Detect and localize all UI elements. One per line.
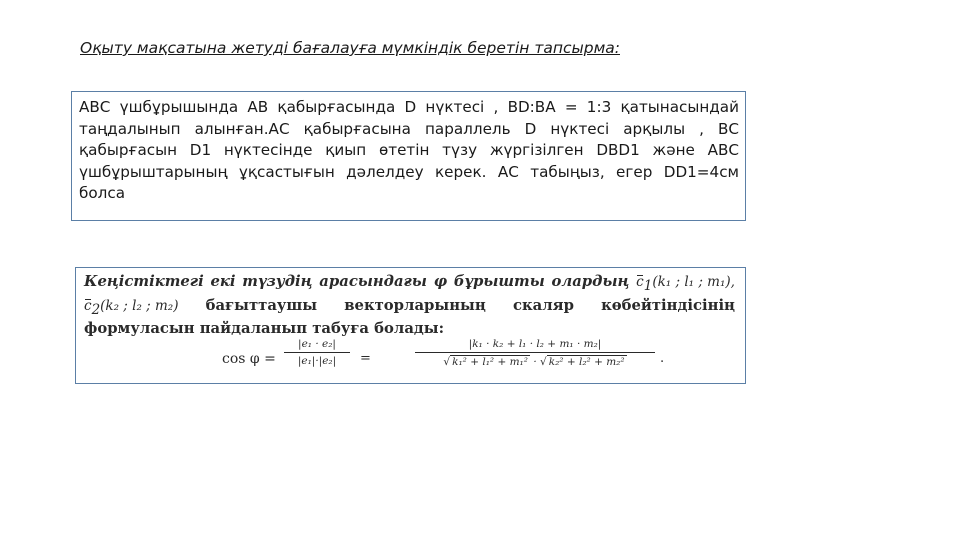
fraction-vectors-denominator: |e₁|·|e₂| [297, 355, 337, 367]
formula-word: олардың [551, 273, 630, 290]
vector-c1-coords: (k₁ ; l₁ ; m₁), [652, 274, 735, 290]
formula-word: бұрышты [453, 273, 545, 290]
formula-period: . [660, 351, 665, 366]
vector-c2: $c_2(k_2$ ; l₂ ; m₂) [84, 298, 179, 318]
formula-word: φ [433, 273, 448, 290]
formula-line-3: формуласын пайдаланып табуға болады: [84, 320, 445, 337]
formula-word: түзудің [242, 273, 313, 290]
fraction-vectors-numerator: |e₁ · e₂| [298, 338, 336, 350]
formula-word: екі [210, 273, 236, 290]
formula-line-2 [84, 297, 735, 318]
vector-c1: $c_1(k_1$ ; l₁ ; m₁), [636, 274, 735, 294]
fraction-vectors [284, 338, 350, 367]
cosine-formula [222, 336, 682, 380]
fraction-coordinates-numerator: |k₁ · k₂ + l₁ · l₂ + m₁ · m₂| [468, 338, 602, 350]
formula-word: векторларының [344, 297, 486, 314]
fraction-coordinates [415, 338, 655, 368]
formula-word: көбейтіндісінің [601, 297, 735, 314]
formula-image [75, 267, 746, 384]
sqrt-first: k₁² + l₁² + m₁² [452, 356, 528, 368]
formula-word: скаляр [512, 297, 574, 314]
sqrt-second: k₂² + l₂² + m₂² [548, 356, 625, 368]
equals-sign: = [360, 351, 371, 366]
cos-label: cos φ = [222, 351, 276, 367]
fraction-coordinates-denominator: √ k₁² + l₁² + m₁² · √ k₂² + l₂² + m₂² [443, 356, 625, 368]
task-heading: Оқыту мақсатына жетуді бағалауға мүмкіндік беретін тапсырма: [80, 39, 620, 57]
formula-word: бағыттаушы [205, 297, 318, 314]
formula-line-1 [84, 273, 735, 294]
task-text: АВС үшбұрышында АВ қабырғасында D нүктесі , BD:BA = 1:3 қатынасындай таңдалынып алынған.АС қабырғасына параллель D нүктесі арқылы , ВС қабырғасын D1 нүктесінде қиып өтетін түзу жүргізілген DBD1 және АВС үшбұрыштарының ұқсастығын дәлелдеу керек. АС табыңыз, егер DD1=4см болса [79, 98, 739, 203]
vector-c2-coords: (k₂ ; l₂ ; m₂) [100, 298, 179, 314]
formula-word: Кеңістіктегі [84, 273, 204, 290]
formula-word: арасындағы [319, 273, 427, 290]
task-text-box [71, 91, 746, 221]
